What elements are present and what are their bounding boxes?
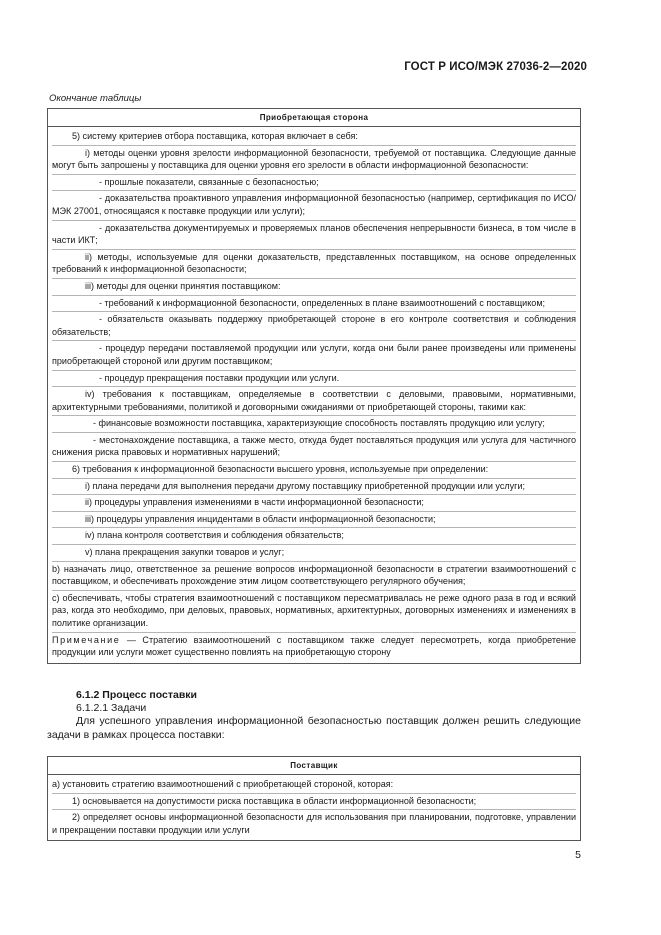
table-row: iv) плана контроля соответствия и соблюдения обязательств; [52, 528, 576, 545]
note-text: — Стратегию взаимоотношений с поставщиком также следует пересмотреть, когда приобретение продукции или услуги может существенно повлиять на приобретающую сторону [52, 634, 576, 658]
acquirer-table-body [48, 127, 580, 663]
note-label: Примечание [52, 634, 121, 645]
table-caption: Окончание таблицы [49, 93, 142, 104]
table-row: c) обеспечивать, чтобы стратегия взаимоотношений с поставщиком пересматривалась не реже одного раза в год и всякий раз, когда это необходимо, при деловых, правовых, нормативных, архитектурных, договорных изменениях и изменениях в политике организации. [52, 591, 576, 633]
table-row: - процедур передачи поставляемой продукции или услуги, когда они были ранее произведены или применены приобретающей стороной или другим поставщиком; [52, 341, 576, 370]
table-row: 1) основывается на допустимости риска поставщика в области информационной безопасности; [52, 794, 576, 811]
table-row: 2) определяет основы информационной безопасности для использования при планировании, подготовке, управлении и прекращении поставки продукции или услуги [52, 812, 576, 835]
table-row: ii) методы, используемые для оценки доказательств, представленных поставщиком, на основе определенных требований к информационной безопасности; [52, 250, 576, 279]
table-row: b) назначать лицо, ответственное за решение вопросов информационной безопасности в стратегии взаимоотношений с поставщиком, и обеспечивать прохождение этим лицом соответствующего регулярного обучения; [52, 562, 576, 591]
page-number: 5 [575, 849, 581, 861]
supplier-table-body [48, 775, 580, 840]
table-row: i) методы оценки уровня зрелости информационной безопасности, требуемой от поставщика. Следующие данные могут быть запрошены у поставщика для оценки уровня его зрелости в области информационной безопасности: [52, 146, 576, 175]
table-row: - процедур прекращения поставки продукции или услуги. [52, 371, 576, 388]
table-row: - местонахождение поставщика, а также место, откуда будет поставляться продукция или услуга для частичного снижения риска правовых и нормативных нарушений; [52, 433, 576, 462]
section-paragraph: Для успешного управления информационной безопасностью поставщик должен решить следующие задачи в рамках процесса поставки: [47, 715, 581, 741]
table-row: - прошлые показатели, связанные с безопасностью; [52, 175, 576, 192]
table-note [52, 633, 576, 661]
document-header-standard-id: ГОСТ Р ИСО/МЭК 27036-2—2020 [404, 61, 587, 73]
table-row: iv) требования к поставщикам, определяемые в соответствии с деловыми, правовыми, нормативными, архитектурными требованиями, политикой и договорными ожиданиями от приобретающей стороны, такими как: [52, 387, 576, 416]
table-row: - доказательства документируемых и проверяемых планов обеспечения непрерывности бизнеса, в том числе в части ИКТ; [52, 221, 576, 250]
supplier-table-header: Поставщик [48, 757, 580, 775]
table-row: - финансовые возможности поставщика, характеризующие способность поставлять продукцию или услугу; [52, 416, 576, 433]
table-row: i) плана передачи для выполнения передачи другому поставщику приобретенной продукции или услуги; [52, 479, 576, 496]
supplier-table [47, 756, 581, 841]
table-row: 5) систему критериев отбора поставщика, которая включает в себя: [52, 129, 576, 146]
table-row: iii) процедуры управления инцидентами в области информационной безопасности; [52, 512, 576, 529]
acquirer-table-header: Приобретающая сторона [48, 109, 580, 127]
table-row: 6) требования к информационной безопасности высшего уровня, используемые при определении: [52, 462, 576, 479]
acquirer-table [47, 108, 581, 664]
table-row: a) установить стратегию взаимоотношений с приобретающей стороной, которая: [52, 777, 576, 794]
table-row: - доказательства проактивного управления информационной безопасностью (например, сертификация по ИСО/МЭК 27001, относящаяся к поставке продукции или услуги); [52, 191, 576, 220]
section-heading: 6.1.2 Процесс поставки [76, 689, 198, 701]
table-row: - обязательств оказывать поддержку приобретающей стороне в его контроле соответствия и соблюдения обязательств; [52, 312, 576, 341]
subsection-heading: 6.1.2.1 Задачи [76, 702, 147, 714]
table-row: ii) процедуры управления изменениями в части информационной безопасности; [52, 495, 576, 512]
table-row: iii) методы для оценки принятия поставщиком: [52, 279, 576, 296]
table-row: - требований к информационной безопасности, определенных в плане взаимоотношений с поставщиком; [52, 296, 576, 313]
table-row: v) плана прекращения закупки товаров и услуг; [52, 545, 576, 562]
